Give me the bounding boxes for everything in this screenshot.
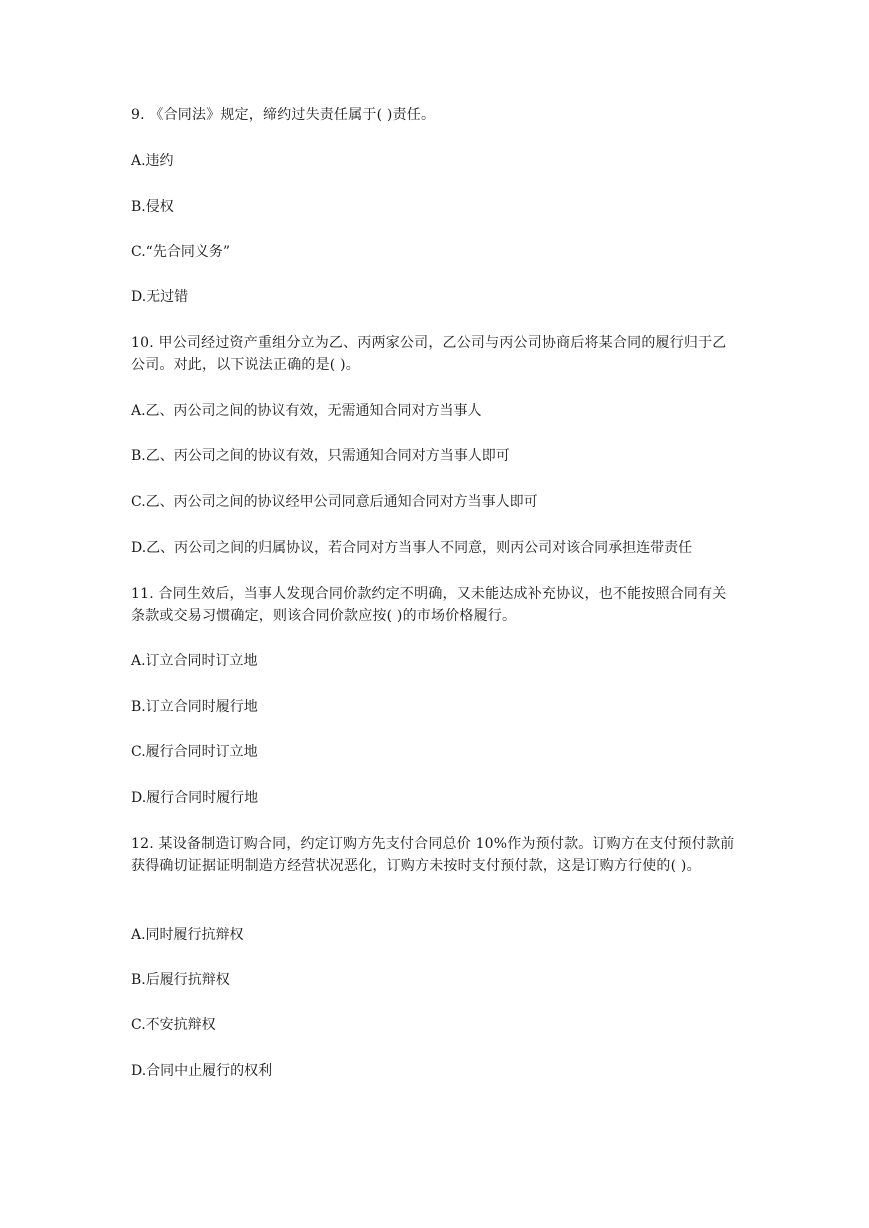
question-12-option-a: A.同时履行抗辩权 xyxy=(131,927,244,943)
question-10-option-b: B.乙、丙公司之间的协议有效，只需通知合同对方当事人即可 xyxy=(131,448,510,464)
question-9-option-b: B.侵权 xyxy=(131,199,174,215)
question-11-stem: 11. 合同生效后，当事人发现合同价款约定不明确，又未能达成补充协议，也不能按照合同有关条款或交易习惯确定，则该合同价款应按( )的市场价格履行。 xyxy=(131,586,727,624)
question-11-option-d: D.履行合同时履行地 xyxy=(131,790,259,806)
question-12-stem: 12. 某设备制造订购合同，约定订购方先支付合同总价 10%作为预付款。订购方在支付预付款前获得确切证据证明制造方经营状况恶化，订购方未按时支付预付款，这是订购方行使的( )。 xyxy=(131,836,735,874)
question-9-option-c: C.“先合同义务” xyxy=(131,244,230,260)
question-9-stem: 9. 《合同法》规定，缔约过失责任属于( )责任。 xyxy=(131,107,436,123)
question-11-option-c: C.履行合同时订立地 xyxy=(131,744,258,760)
question-9-option-d: D.无过错 xyxy=(131,289,189,305)
question-10-option-d: D.乙、丙公司之间的归属协议，若合同对方当事人不同意，则丙公司对该合同承担连带责任 xyxy=(131,540,693,556)
question-11-option-b: B.订立合同时履行地 xyxy=(131,699,258,715)
question-9-option-a: A.违约 xyxy=(131,153,174,169)
question-10-option-c: C.乙、丙公司之间的协议经甲公司同意后通知合同对方当事人即可 xyxy=(131,494,538,510)
question-12-option-c: C.不安抗辩权 xyxy=(131,1017,216,1033)
question-12-option-d: D.合同中止履行的权利 xyxy=(131,1063,273,1079)
question-12-option-b: B.后履行抗辩权 xyxy=(131,972,230,988)
question-11-option-a: A.订立合同时订立地 xyxy=(131,653,258,669)
question-10-option-a: A.乙、丙公司之间的协议有效，无需通知合同对方当事人 xyxy=(131,403,482,419)
question-10-stem: 10. 甲公司经过资产重组分立为乙、丙两家公司，乙公司与丙公司协商后将某合同的履行归于乙公司。对此，以下说法正确的是( )。 xyxy=(131,335,727,373)
